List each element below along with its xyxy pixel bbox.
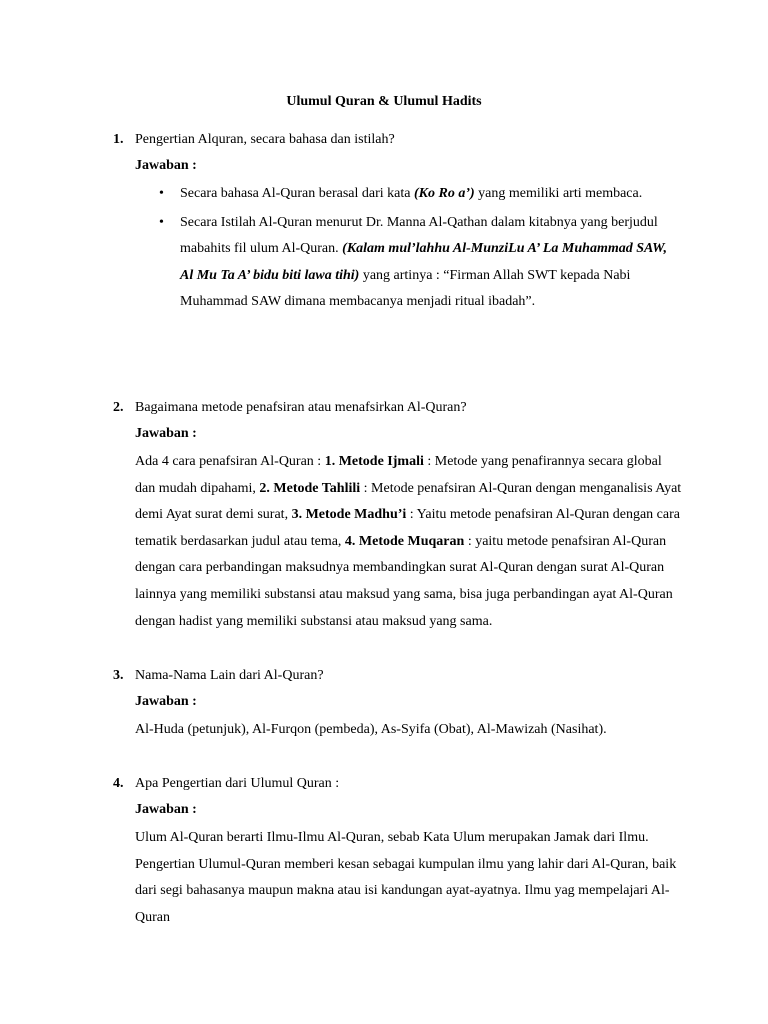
question-text: Apa Pengertian dari Ulumul Quran :	[135, 776, 340, 791]
document-title: Ulumul Quran & Ulumul Hadits	[286, 94, 482, 109]
method-3-label: 3. Metode Madhu’i	[291, 507, 407, 523]
answer-text: : Metode penafsiran Al-Quran dengan menganalisis Ayat demi Ayat surat demi surat,	[135, 480, 682, 523]
bullet-text-end: yang memiliki arti membaca.	[474, 186, 643, 201]
answer-paragraph	[135, 449, 683, 635]
question-body	[135, 666, 683, 744]
question-text: Bagaimana metode penafsiran atau menafsirkan Al-Quran?	[135, 400, 467, 415]
question-body	[135, 774, 683, 931]
answer-text: : yaitu metode penafsiran Al-Quran dengan cara perbandingan maksudnya membandingkan surat Al-Quran dengan surat Al-Quran lainnya yang memiliki substansi atau maksud yang sama, bisa juga perbandingan ayat Al-Quran dengan hadist yang memiliki substansi atau maksud yang sama.	[135, 533, 673, 629]
answer-label: Jawaban :	[135, 158, 197, 173]
bullet-text: Secara Istilah Al-Quran menurut Dr. Manna Al-Qathan dalam kitabnya yang berjudul mabahits fil ulum Al-Quran.	[180, 214, 658, 257]
method-4-label: 4. Metode Muqaran	[344, 533, 465, 549]
list-item	[135, 210, 683, 316]
question-body	[135, 130, 683, 316]
bullet-emphasis: (Ko Ro a’)	[414, 186, 475, 201]
bullet-icon: •	[159, 214, 164, 230]
answer-text: : Metode yang penafirannya secara global dan mudah dipahami,	[135, 454, 662, 496]
answer-paragraph: Ulum Al-Quran berarti Ilmu-Ilmu Al-Quran, sebab Kata Ulum merupakan Jamak dari Ilmu. Pengertian Ulumul-Quran memberi kesan sebagai kumpulan ilmu yang lahir dari Al-Quran, baik dari segi bahasanya maupun makna atau isi kandungan ayat-ayatnya. Ilmu yag mempelajari Al-Quran	[135, 830, 677, 925]
bullet-text: Secara bahasa Al-Quran berasal dari kata	[180, 186, 414, 201]
question-number: 3.	[113, 668, 124, 683]
question-number: 2.	[113, 400, 124, 415]
answer-text: : Yaitu metode penafsiran Al-Quran dengan cara tematik berdasarkan judul atau tema,	[135, 507, 680, 549]
answer-label: Jawaban :	[135, 694, 197, 709]
answer-text: Ada 4 cara penafsiran Al-Quran :	[135, 454, 325, 469]
bullet-emphasis: (Kalam mul’lahhu Al-MunziLu A’ La Muhammad SAW, Al Mu Ta A’ bidu biti lawa tihi)	[180, 241, 667, 283]
answer-label: Jawaban :	[135, 426, 197, 441]
method-2-label: 2. Metode Tahlili	[259, 480, 361, 496]
answer-label: Jawaban :	[135, 802, 197, 817]
bullet-text-end: yang artinya : “Firman Allah SWT kepada Nabi Muhammad SAW dimana membacanya menjadi ritual ibadah”.	[180, 267, 631, 310]
list-item	[135, 181, 683, 208]
question-body	[135, 398, 683, 635]
method-1-label: 1. Metode Ijmali	[324, 454, 424, 469]
question-text: Nama-Nama Lain dari Al-Quran?	[135, 668, 324, 683]
question-number: 1.	[113, 132, 124, 147]
question-number: 4.	[113, 776, 124, 791]
question-text: Pengertian Alquran, secara bahasa dan istilah?	[135, 132, 395, 147]
answer-paragraph: Al-Huda (petunjuk), Al-Furqon (pembeda), As-Syifa (Obat), Al-Mawizah (Nasihat).	[135, 722, 607, 737]
bullet-icon: •	[159, 186, 164, 201]
